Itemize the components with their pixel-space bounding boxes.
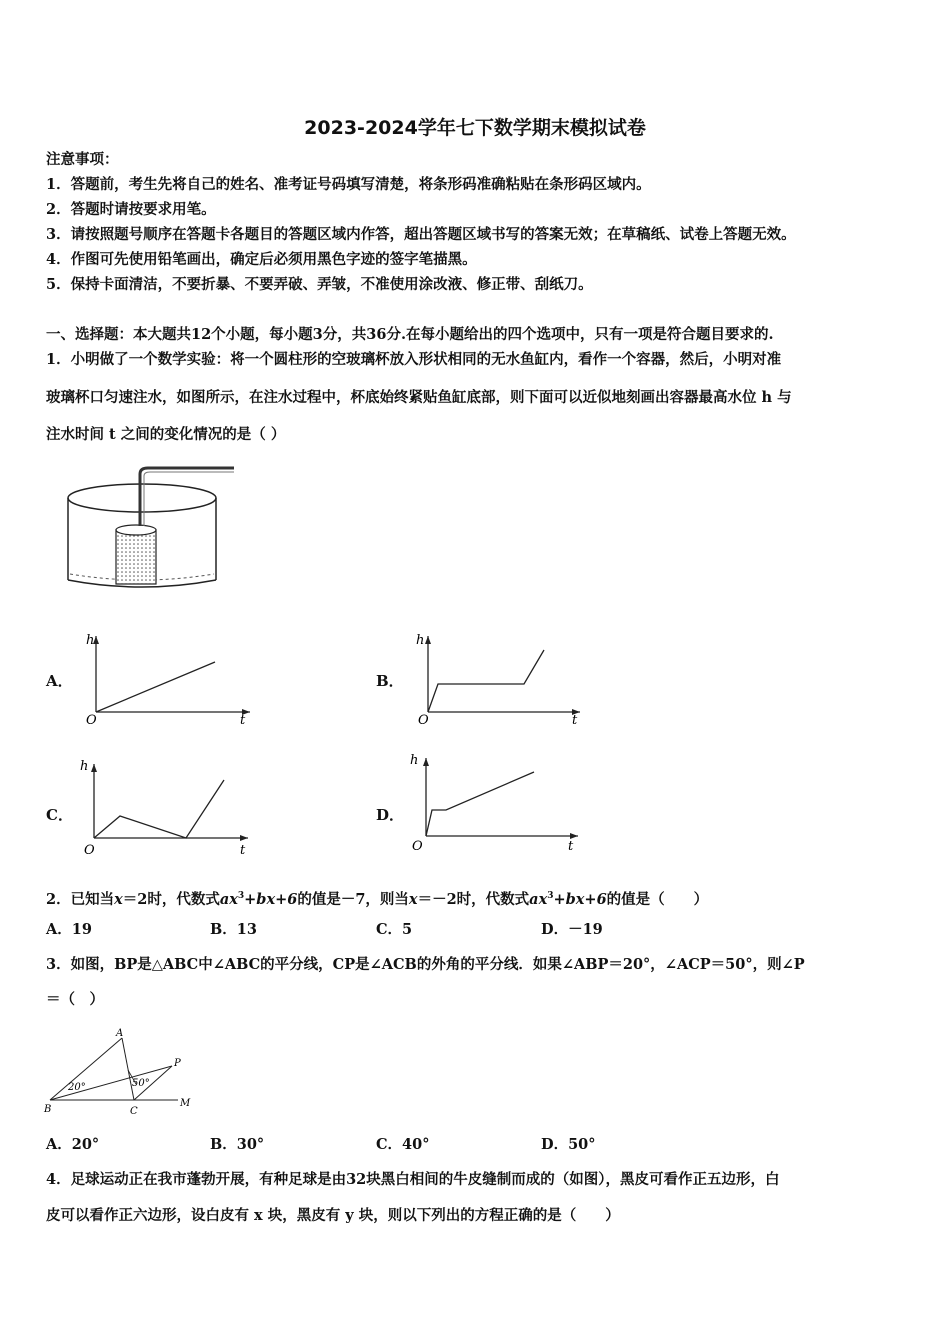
q2-option-c[interactable]: C．5 (376, 921, 413, 938)
svg-text:M: M (180, 1098, 191, 1109)
page-title: 2023-2024学年七下数学期末模拟试卷 (304, 117, 646, 139)
axis-label-origin: O (86, 713, 97, 726)
notice-item: 4．作图可先使用铅笔画出，确定后必须用黑色字迹的签字笔描黑。 (46, 251, 477, 268)
notice-item: 2．答题时请按要求用笔。 (46, 201, 216, 218)
notice-heading: 注意事项： (46, 151, 119, 168)
graph-option-b (412, 628, 584, 726)
q4-text: 4．足球运动正在我市蓬勃开展，有种足球是由32块黑白相间的牛皮缝制而成的（如图），黑皮可看作正五边形，白 (46, 1171, 780, 1188)
q1-text: 注水时间 t 之间的变化情况的是（ ） (46, 426, 286, 443)
svg-text:t: t (568, 839, 574, 854)
q1-option-b-label[interactable]: B． (376, 672, 404, 690)
q3-option-c[interactable]: C．40° (376, 1136, 430, 1153)
svg-text:t: t (572, 713, 578, 726)
q2-option-a[interactable]: A．19 (46, 921, 92, 938)
graph-option-c (78, 756, 254, 858)
svg-text:O: O (418, 713, 429, 726)
svg-text:50°: 50° (132, 1078, 150, 1089)
q1-option-c-label[interactable]: C． (46, 806, 73, 824)
notice-item: 3．请按照题号顺序在答题卡各题目的答题区域内作答，超出答题区域书写的答案无效；在草稿纸、试卷上答题无效。 (46, 226, 796, 243)
svg-text:O: O (412, 839, 423, 854)
q2-option-d[interactable]: D．－19 (541, 921, 603, 938)
svg-text:20°: 20° (68, 1082, 86, 1093)
axis-label-t: t (240, 713, 246, 726)
notice-item: 1．答题前，考生先将自己的姓名、准考证号码填写清楚，将条形码准确粘贴在条形码区域内。 (46, 176, 651, 193)
fish-tank-figure (56, 462, 246, 592)
svg-text:P: P (174, 1058, 181, 1069)
svg-text:O: O (84, 843, 95, 858)
notice-item: 5．保持卡面清洁，不要折暴、不要弄破、弄皱，不准使用涂改液、修正带、刮纸刀。 (46, 276, 593, 293)
svg-text:t: t (240, 843, 246, 858)
triangle-figure (40, 1024, 200, 1120)
q4-text: 皮可以看作正六边形，设白皮有 x 块，黑皮有 y 块，则以下列出的方程正确的是（ ） (46, 1207, 620, 1224)
q3-text: ＝（ ） (46, 991, 104, 1008)
graph-option-d (408, 750, 584, 854)
q3-option-a[interactable]: A．20° (46, 1136, 100, 1153)
svg-text:B: B (44, 1104, 52, 1115)
svg-text:h: h (410, 753, 419, 768)
q2-text: 2．已知当x＝2时，代数式$ax^3+bx+6$的值是－7，则当x＝－2时，代数式$ax^3+bx+6$的值是（ ） (46, 890, 709, 908)
q1-text: 玻璃杯口匀速注水，如图所示，在注水过程中，杯底始终紧贴鱼缸底部，则下面可以近似地刻画出容器最高水位 h 与 (46, 389, 792, 406)
svg-text:h: h (80, 759, 89, 774)
svg-text:C: C (130, 1106, 138, 1117)
q1-option-a-label[interactable]: A． (46, 672, 73, 690)
section-heading: 一、选择题：本大题共12个小题，每小题3分，共36分.在每小题给出的四个选项中，只有一项是符合题目要求的. (46, 326, 774, 343)
q2-option-b[interactable]: B．13 (210, 921, 257, 938)
svg-text:h: h (416, 633, 425, 648)
q1-text: 1．小明做了一个数学实验：将一个圆柱形的空玻璃杯放入形状相同的无水鱼缸内，看作一个容器，然后，小明对准 (46, 351, 782, 368)
axis-label-h: h (86, 633, 95, 648)
q3-option-b[interactable]: B．30° (210, 1136, 265, 1153)
q3-option-d[interactable]: D．50° (541, 1136, 596, 1153)
q3-text: 3．如图，BP是△ABC中∠ABC的平分线，CP是∠ACB的外角的平分线．如果∠ABP＝20°，∠ACP＝50°，则∠P (46, 956, 805, 973)
svg-text:A: A (116, 1028, 124, 1039)
graph-option-a (82, 628, 254, 726)
q1-option-d-label[interactable]: D． (376, 806, 405, 824)
